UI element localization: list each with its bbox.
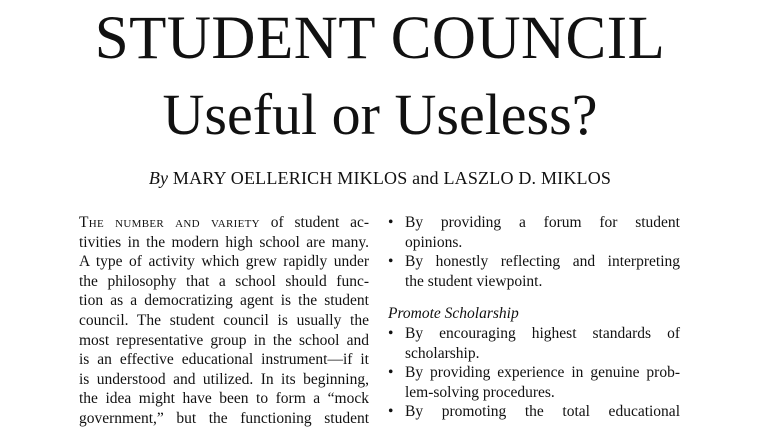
byline-authors: MARY OELLERICH MIKLOS and LASZLO D. MIKLOS [172, 168, 612, 188]
bullet-icon: • [388, 324, 394, 342]
bullet-icon: • [388, 403, 394, 421]
bullet-icon: • [388, 253, 394, 271]
bullet-line: By promoting the total educational [405, 403, 680, 421]
bullet-line: opinions. [405, 233, 463, 251]
article-subtitle: Useful or Useless? [162, 82, 598, 147]
bullet-line: the student viewpoint. [405, 272, 543, 290]
bullet-line: By encouraging highest standards of [405, 324, 680, 342]
bullet-icon: • [388, 364, 394, 382]
paragraph-line-text: of student ac- [259, 214, 369, 231]
bullet-item [388, 213, 680, 252]
lead-in-smallcaps: The number and variety [79, 214, 260, 231]
bullet-line: scholarship. [405, 344, 480, 362]
paragraph-line [79, 213, 369, 233]
paragraph-line: is understood and utilized. In its beginning, [79, 370, 369, 388]
paragraph-line: tion as a democratizing agent is the student [79, 292, 369, 310]
paragraph-line: government,” but the functioning student [79, 409, 369, 427]
paragraph-line: the philosophy that a school should func- [79, 272, 369, 290]
bullet-item [388, 252, 680, 291]
spacer [388, 291, 680, 304]
left-column [79, 213, 369, 428]
paragraph-line: A type of activity which grew rapidly under [79, 253, 369, 271]
bullet-line: By honestly reflecting and interpreting [405, 253, 680, 271]
paragraph-line: most representative group in the school and [79, 331, 369, 349]
byline-prefix: By [148, 168, 169, 188]
paragraph-line: is an effective educational instrument—if it [79, 351, 369, 369]
paragraph-line: the idea might have been to form a “mock [79, 390, 369, 408]
bullet-line: By providing a forum for student [405, 214, 680, 231]
paragraph-line: tivities in the modern high school are many. [79, 233, 369, 251]
article-title: STUDENT COUNCIL [94, 5, 666, 72]
bullet-line: By providing experience in genuine prob- [405, 364, 680, 382]
byline [0, 167, 760, 189]
bullet-item [388, 402, 680, 422]
paragraph-line: council. The student council is usually the [79, 311, 369, 329]
right-column [388, 213, 680, 422]
bullet-item [388, 324, 680, 363]
bullet-icon: • [388, 214, 394, 231]
bullet-item [388, 363, 680, 402]
bullet-line: lem-solving procedures. [405, 383, 555, 401]
section-heading: Promote Scholarship [388, 305, 519, 323]
